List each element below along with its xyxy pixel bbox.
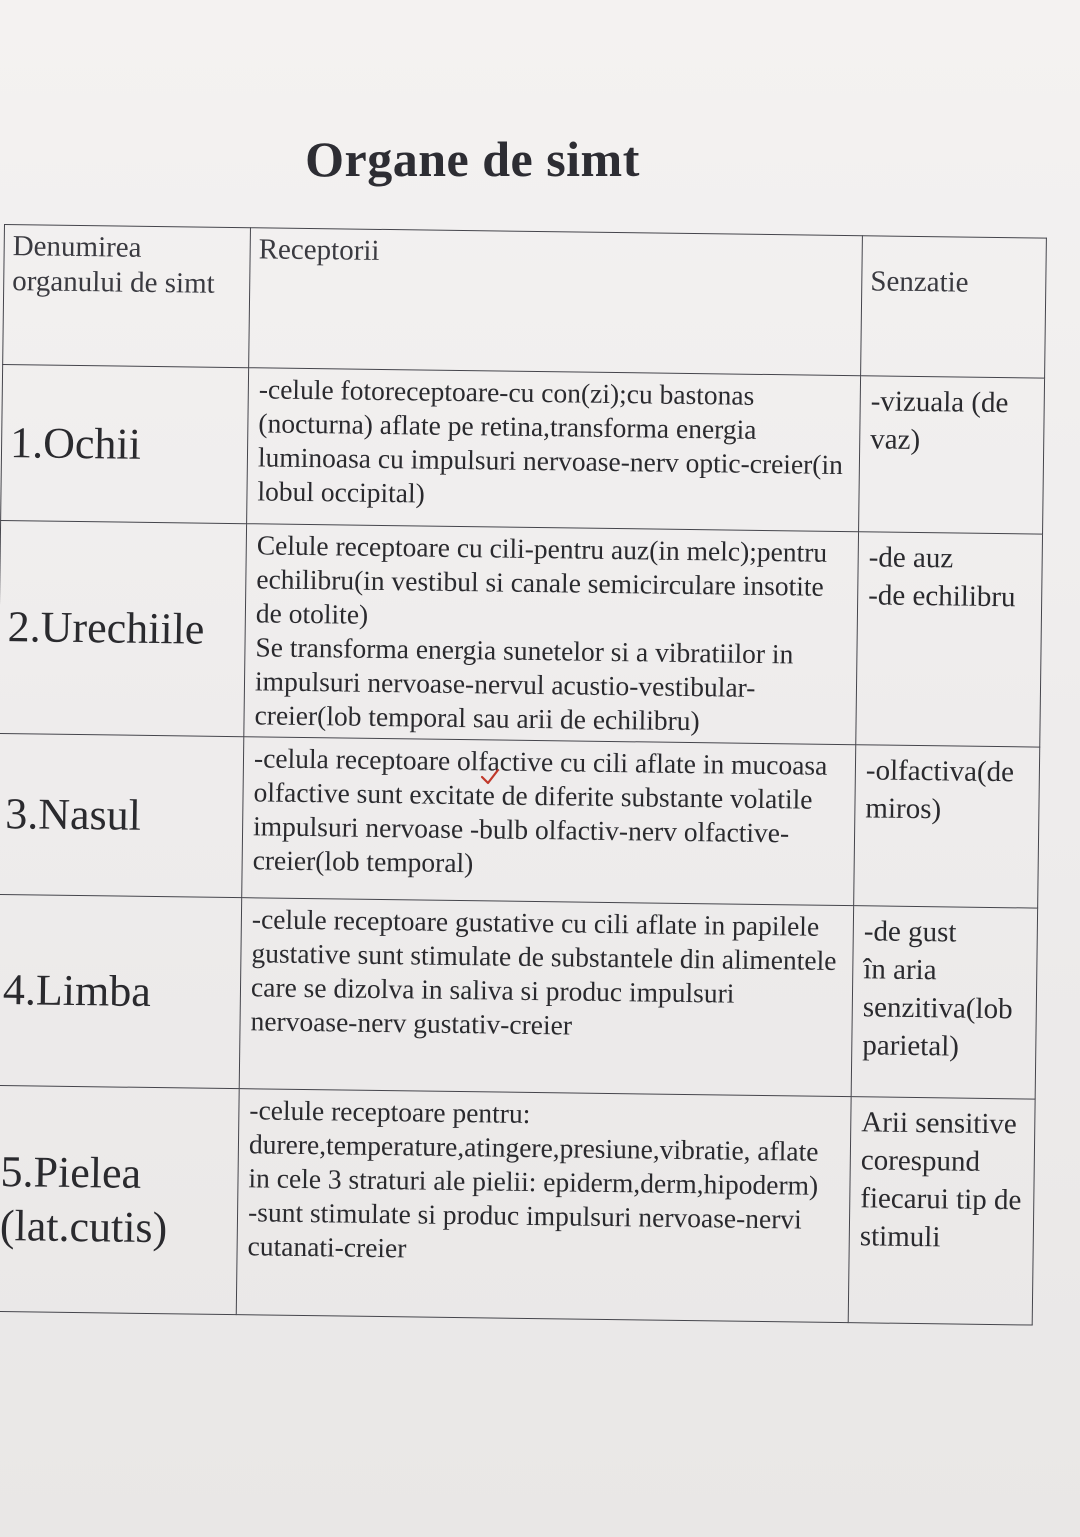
receptors-cell: -celule receptoare gustative cu cili aflate in papilele gustative sunt stimulate de substantele din alimentele care se dizolva in saliva si produc impulsuri nervoase-nerv gustativ-creier — [239, 898, 853, 1097]
sensation-cell: -de auz -de echilibru — [856, 532, 1043, 747]
header-receptors: Receptorii — [249, 228, 863, 376]
organ-name: 5.Pielea (lat.cutis) — [0, 1085, 239, 1314]
organ-name: 4.Limba — [0, 894, 242, 1088]
sense-organs-table — [0, 224, 1047, 1326]
receptors-cell: Celule receptoare cu cili-pentru auz(in melc);pentru echilibru(in vestibul si canale semicirculare insotite de otolite) Se transforma energia sunetelor si a vibratiilor in impulsuri nervoase-nervul acustio-vestibular-creier(lob temporal sau arii de echilibru) — [244, 524, 859, 745]
header-sensation: Senzatie — [861, 236, 1047, 378]
sensation-cell: -de gust în aria senzitiva(lob parietal) — [851, 906, 1037, 1099]
table-header-row — [3, 225, 1047, 379]
table-row — [1, 364, 1045, 534]
table-row — [0, 1085, 1035, 1325]
table-row — [0, 520, 1043, 747]
receptors-cell: -celula receptoare olfactive cu cili aflate in mucoasa olfactive sunt excitate de diferite substante volatile impulsuri nervoase -bulb olfactiv-nerv olfactive-creier(lob temporal) — [242, 737, 856, 906]
receptors-cell: -celule fotoreceptoare-cu con(zi);cu bastonas (nocturna) aflate pe retina,transforma energia luminoasa cu impulsuri nervoase-nerv optic-creier(in lobul occipital) — [247, 368, 861, 532]
page-title: Organe de simt — [305, 131, 640, 187]
table-row — [0, 894, 1038, 1099]
table-row — [0, 733, 1040, 908]
sensation-cell: Arii sensitive corespund fiecarui tip de stimuli — [848, 1097, 1035, 1325]
organ-name: 3.Nasul — [0, 733, 244, 897]
sensation-cell: -vizuala (de vaz) — [859, 376, 1045, 534]
sensation-cell: -olfactiva(de miros) — [854, 745, 1040, 908]
receptors-cell: -celule receptoare pentru: durere,temperature,atingere,presiune,vibratie, aflate in cele 3 straturi ale pielii: epiderm,derm,hipoderm) -sunt stimulate si produc impulsuri nervoase-nervi cutanati-creier — [236, 1089, 851, 1323]
organ-name: 2.Urechiile — [0, 520, 247, 736]
organ-name: 1.Ochii — [1, 364, 249, 523]
header-organ: Denumirea organului de simt — [3, 225, 251, 368]
